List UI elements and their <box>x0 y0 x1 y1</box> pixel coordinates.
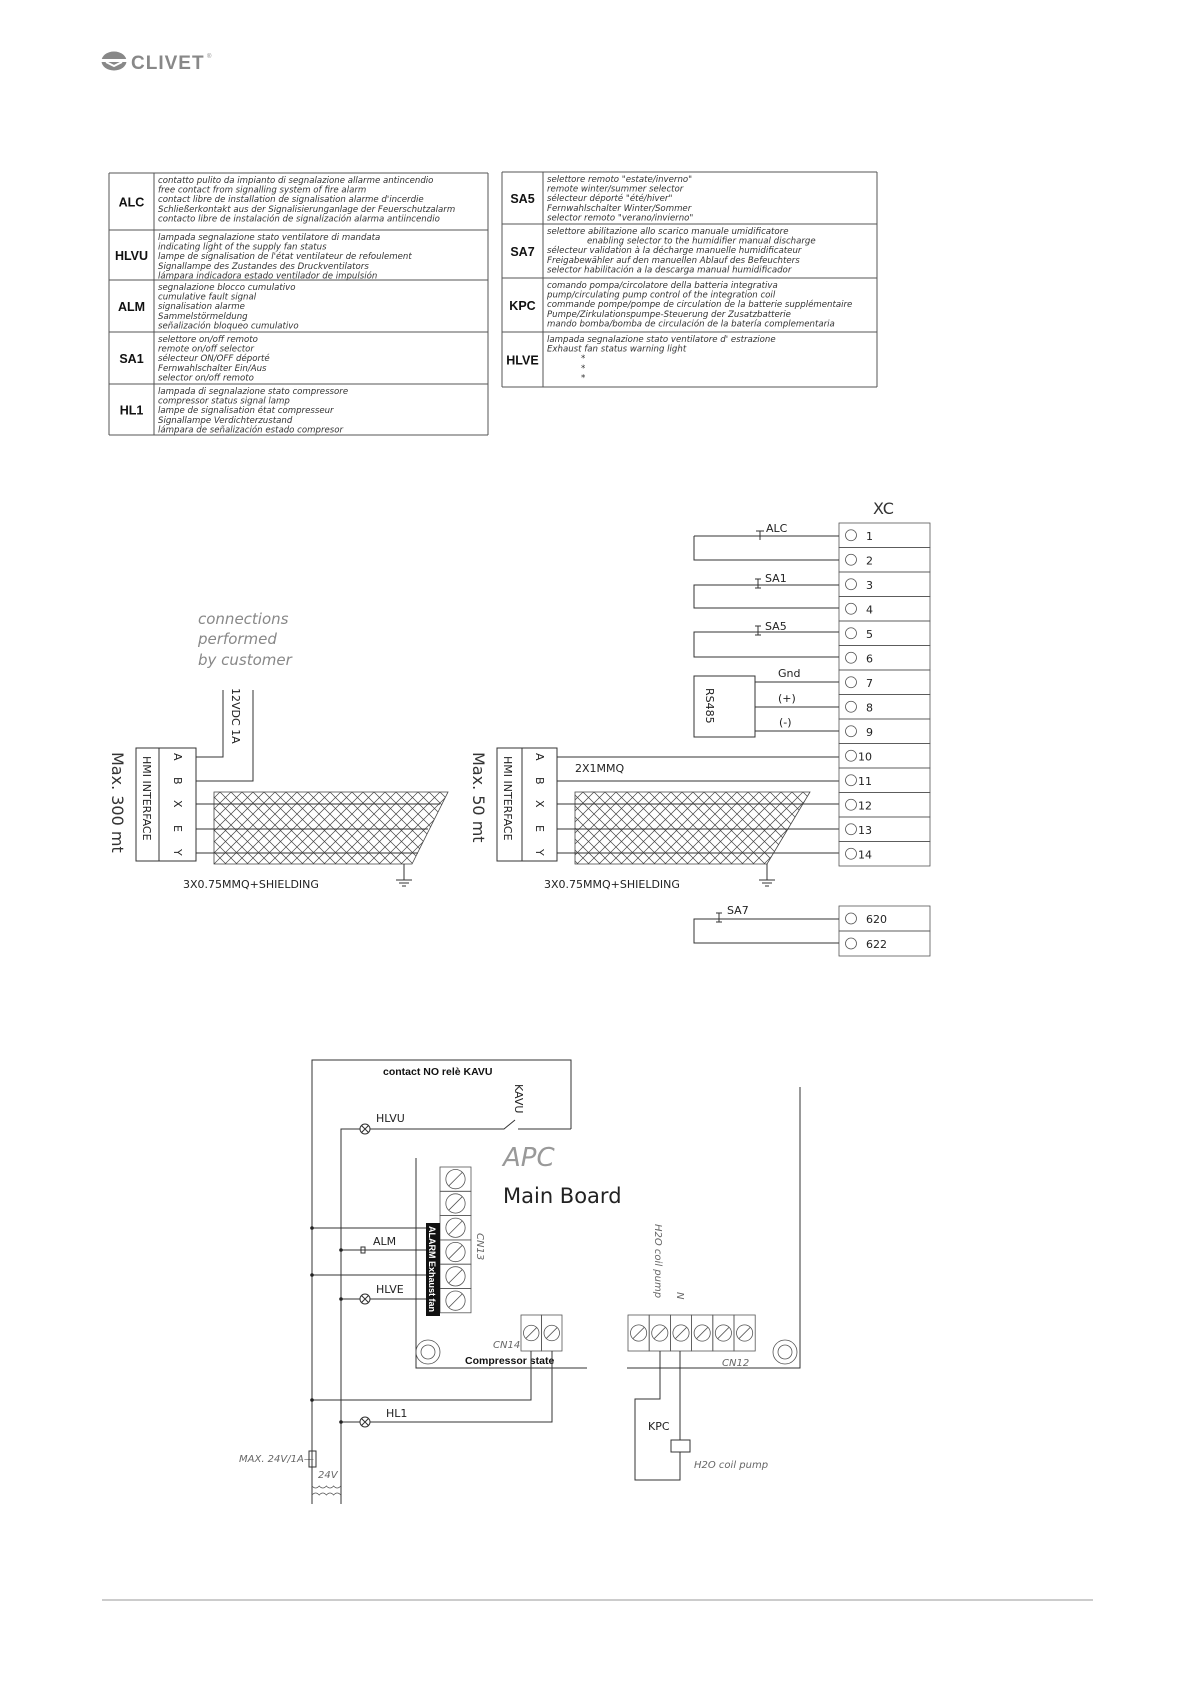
terminal-10 <box>839 744 930 769</box>
terminal-number: 14 <box>858 848 872 862</box>
terminal-2 <box>839 548 930 573</box>
terminal-screw-icon <box>846 628 857 639</box>
legend-description-line: compressor status signal lamp <box>158 396 290 407</box>
kavu-contact-title: contact NO relè KAVU <box>383 1066 493 1078</box>
terminal-screw-icon <box>846 652 857 663</box>
legend-description-line: sélecteur déporté "été/hiver" <box>547 194 673 205</box>
legend-description-line: contact libre de installation de signalisation alarme d'incerdie <box>158 195 424 206</box>
legend-description-line: Pumpe/Zirkulationspumpe-Steuerung der Zusatzbatterie <box>547 309 791 320</box>
legend-description-line: pump/circulating pump control of the integration coil <box>547 290 776 301</box>
legend-row <box>502 335 877 387</box>
max-length-label: Max. 300 mt <box>108 752 127 853</box>
legend-row <box>502 227 877 278</box>
contact-label: SA5 <box>765 620 787 633</box>
hmi-pin-label: B <box>171 777 184 785</box>
legend-description-line: selettore remoto "estate/inverno" <box>547 175 693 185</box>
terminal-screw-icon <box>846 677 857 688</box>
terminal-screw-icon <box>846 824 857 835</box>
terminal-number: 6 <box>866 652 873 666</box>
legend-description-line: lampada di segnalazione stato compressore <box>158 387 349 397</box>
legend-description-line: contatto pulito da impianto di segnalazione allarme antincendio <box>158 176 434 186</box>
cable-spec: 3X0.75MMQ+SHIELDING <box>183 878 319 891</box>
lamp-icon <box>360 1124 370 1134</box>
legend-code: SA7 <box>510 245 535 259</box>
legend-description-line: commande pompe/pompe de circulation de la batterie supplémentaire <box>547 300 853 311</box>
hmi-pin-label: A <box>533 753 546 761</box>
connector-cn12 <box>628 1315 755 1351</box>
terminal-block-aux <box>839 906 930 956</box>
legend-row <box>109 335 488 384</box>
legend-row <box>109 387 488 435</box>
switch-icon <box>755 626 761 635</box>
terminal-3 <box>839 572 930 597</box>
main-board-title: Main Board <box>503 1184 622 1208</box>
switch-icon <box>716 913 722 922</box>
legend-description-line: selector on/off remoto <box>158 373 254 384</box>
legend-description-line: Sammelstörmeldung <box>158 311 248 322</box>
connector-cn14 <box>521 1315 562 1351</box>
cn13-function-label: ALARM Exhaust fan <box>427 1226 437 1313</box>
legend-description-line: remote on/off selector <box>158 344 254 355</box>
terminal-number: 11 <box>858 774 872 788</box>
compressor-state-label: Compressor state <box>465 1355 555 1367</box>
rs485-module <box>694 667 839 737</box>
legend-table-left <box>109 173 488 435</box>
hmi-pin-label: B <box>533 777 546 785</box>
legend-row <box>109 176 488 230</box>
terminal-screw-icon <box>846 938 857 949</box>
terminal-number: 10 <box>858 750 872 764</box>
legend-description-line: selettore on/off remoto <box>158 335 258 345</box>
hmi-pin-label: X <box>171 800 184 808</box>
apc-label: APC <box>503 1143 555 1173</box>
terminal-screw-icon <box>846 554 857 565</box>
hmi-label: HMI INTERFACE <box>140 756 153 841</box>
hmi-pin-label: E <box>533 825 546 832</box>
legend-description-line: lampe de signalisation de l'état ventilateur de refoulement <box>158 252 412 263</box>
contact-label: SA7 <box>727 904 749 917</box>
legend-description-line: * <box>581 354 586 365</box>
contact-sa1 <box>694 572 839 608</box>
transformer-label: 24V <box>318 1470 338 1481</box>
hmi-pin-label: A <box>171 753 184 761</box>
clivet-logo <box>100 52 212 75</box>
legend-description-line: Fernwahlschalter Ein/Aus <box>158 363 267 374</box>
legend-description-line: Freigabewähler auf den manuellen Ablauf des Befeuchters <box>547 255 800 266</box>
legend-description-line: * <box>581 363 586 374</box>
cn14-label: CN14 <box>493 1340 521 1351</box>
kavu-label: KAVU <box>512 1084 525 1114</box>
terminal-5 <box>839 621 930 646</box>
terminal-13 <box>839 817 930 842</box>
legend-description-line: segnalazione blocco cumulativo <box>158 283 296 293</box>
hmi-label: HMI INTERFACE <box>501 756 514 841</box>
terminal-number: 2 <box>866 554 873 568</box>
wiring-diagram <box>108 499 930 956</box>
supply-label: 12VDC 1A <box>229 688 242 744</box>
legend-description-line: Schließerkontakt aus der Signalisierunganlage der Feuerschutzalarm <box>158 204 456 215</box>
terminal-number: 4 <box>866 603 873 617</box>
lamp-icon <box>360 1417 370 1427</box>
legend-code: HLVU <box>114 249 149 263</box>
legend-description-line: selettore abilitazione allo scarico manuale umidificatore <box>547 227 789 237</box>
minus-label: (-) <box>779 716 792 729</box>
terminal-screw-icon <box>846 726 857 737</box>
switch-icon <box>755 579 761 588</box>
legend-row <box>502 281 877 332</box>
plus-label: (+) <box>778 692 796 705</box>
terminal-8 <box>839 695 930 720</box>
terminal-number: 3 <box>866 578 873 592</box>
logo-registered: ® <box>207 54 212 60</box>
terminal-number: 5 <box>866 627 873 641</box>
mounting-hole-icon <box>416 1340 440 1364</box>
hmi-pin-label: Y <box>171 849 184 856</box>
hmi-pin-label: Y <box>533 849 546 856</box>
legend-code: ALM <box>117 300 146 314</box>
legend-description-line: lámpara de señalización estado compresor <box>158 425 344 436</box>
terminal-7 <box>839 670 930 695</box>
terminal-screw-icon <box>846 913 857 924</box>
legend-table-right <box>502 172 877 387</box>
legend-row <box>502 175 877 224</box>
hl1-label: HL1 <box>386 1407 408 1420</box>
relay-coil-icon <box>671 1440 690 1452</box>
terminal-screw-icon <box>846 750 857 761</box>
hmi-interface-300m <box>108 688 448 891</box>
legend-description-line: enabling selector to the humidifier manual discharge <box>587 236 816 247</box>
contact-sa7 <box>694 904 839 943</box>
h2o-coil-label: H2O coil pump <box>694 1460 769 1471</box>
legend-description-line: free contact from signalling system of fire alarm <box>158 185 367 196</box>
contact-label: SA1 <box>765 572 787 585</box>
h2o-pin-label: H2O coil pump <box>652 1224 663 1299</box>
mounting-hole-icon <box>773 1340 797 1364</box>
terminal-9 <box>839 719 930 744</box>
legend-description-line: sélecteur ON/OFF déporté <box>158 354 270 365</box>
alm-label: ALM <box>373 1235 397 1248</box>
cn13-label: CN13 <box>474 1233 485 1261</box>
max-length-label: Max. 50 mt <box>469 752 488 843</box>
terminal-622 <box>839 931 930 956</box>
terminal-14 <box>839 842 930 867</box>
terminal-4 <box>839 597 930 622</box>
contact-sa5 <box>694 620 839 657</box>
cable-spec-2x1: 2X1MMQ <box>575 762 625 775</box>
legend-description-line: lámpara indicadora estado ventilador de impulsión <box>158 271 378 282</box>
legend-description-line: Signallampe des Zustandes des Druckventilators <box>158 261 369 272</box>
terminal-screw-icon <box>846 701 857 712</box>
terminal-620 <box>839 906 930 931</box>
legend-code: ALC <box>118 195 145 210</box>
terminal-screw-icon <box>846 848 857 859</box>
cn12-label: CN12 <box>722 1358 750 1369</box>
legend-description-line: sélecteur validation à la décharge manuelle humidificateur <box>547 246 802 257</box>
terminal-screw-icon <box>846 579 857 590</box>
terminal-screw-icon <box>846 775 857 786</box>
legend-description-line: lampada segnalazione stato ventilatore d' estrazione <box>547 335 776 345</box>
legend-code: SA1 <box>119 352 144 366</box>
terminal-number: 1 <box>866 529 873 543</box>
terminal-block-xc <box>839 523 930 866</box>
terminal-6 <box>839 646 930 671</box>
legend-description-line: mando bomba/bomba de circulación de la batería complementaria <box>547 319 835 330</box>
hmi-pin-label: E <box>171 825 184 832</box>
legend-row <box>109 283 488 332</box>
terminal-number: 7 <box>866 676 873 690</box>
legend-description-line: lampe de signalisation état compresseur <box>158 406 334 417</box>
rs485-label: RS485 <box>703 688 716 724</box>
legend-description-line: selector remoto "verano/invierno" <box>547 213 694 224</box>
legend-code: HLVE <box>506 353 539 368</box>
legend-code: SA5 <box>510 192 535 206</box>
n-pin-label: N <box>674 1292 685 1300</box>
legend-description-line: señalización bloqueo cumulativo <box>158 321 299 332</box>
legend-description-line: Exhaust fan status warning light <box>547 344 687 355</box>
customer-note-line: performed <box>198 630 277 648</box>
legend-description-line: contacto libre de instalación de signalización alarma antiincendio <box>158 214 440 225</box>
legend-description-line: selector habilitación a la descarga manual humidificador <box>547 265 792 276</box>
terminal-number: 8 <box>866 701 873 715</box>
hmi-pin-label: X <box>533 800 546 808</box>
terminal-screw-icon <box>846 530 857 541</box>
transformer-icon <box>312 1486 341 1495</box>
terminal-number: 13 <box>858 823 872 837</box>
terminal-number: 620 <box>866 913 887 926</box>
terminal-11 <box>839 768 930 793</box>
terminal-number: 622 <box>866 938 887 951</box>
terminal-block-label: XC <box>873 499 894 518</box>
cable-spec: 3X0.75MMQ+SHIELDING <box>544 878 680 891</box>
terminal-12 <box>839 793 930 818</box>
terminal-screw-icon <box>846 603 857 614</box>
legend-description-line: Fernwahlschalter Winter/Sommer <box>547 203 692 214</box>
legend-description-line: indicating light of the supply fan status <box>158 242 327 253</box>
legend-code: KPC <box>509 299 536 313</box>
legend-description-line: lampada segnalazione stato ventilatore di mandata <box>158 233 381 243</box>
customer-note-line: connections <box>198 610 289 628</box>
contact-label: ALC <box>766 522 788 535</box>
legend-row <box>109 233 488 281</box>
hmi-interface-50m <box>469 748 839 891</box>
connector-cn13 <box>440 1167 471 1313</box>
terminal-screw-icon <box>846 799 857 810</box>
logo-text: CLIVET <box>131 53 205 74</box>
max-supply-label: MAX. 24V/1A— <box>239 1454 314 1465</box>
kpc-label: KPC <box>648 1420 670 1433</box>
legend-description-line: signalisation alarme <box>158 302 245 313</box>
legend-description-line: remote winter/summer selector <box>547 184 684 195</box>
contact-alc <box>694 522 839 560</box>
legend-description-line: Signallampe Verdichterzustand <box>158 415 293 426</box>
lamp-icon <box>360 1294 370 1304</box>
main-board-diagram <box>239 1060 800 1504</box>
terminal-1 <box>839 523 930 548</box>
terminal-number: 12 <box>858 799 872 813</box>
hlve-label: HLVE <box>376 1283 404 1296</box>
customer-note-line: by customer <box>198 651 292 669</box>
terminal-number: 9 <box>866 725 873 739</box>
legend-description-line: * <box>581 373 586 384</box>
legend-description-line: cumulative fault signal <box>158 292 257 303</box>
hlvu-label: HLVU <box>376 1112 405 1125</box>
ground-icon <box>396 864 412 886</box>
legend-description-line: comando pompa/circolatore della batteria integrativa <box>547 281 778 291</box>
legend-code: HL1 <box>119 403 144 418</box>
gnd-label: Gnd <box>778 667 801 680</box>
ground-icon <box>759 864 775 886</box>
